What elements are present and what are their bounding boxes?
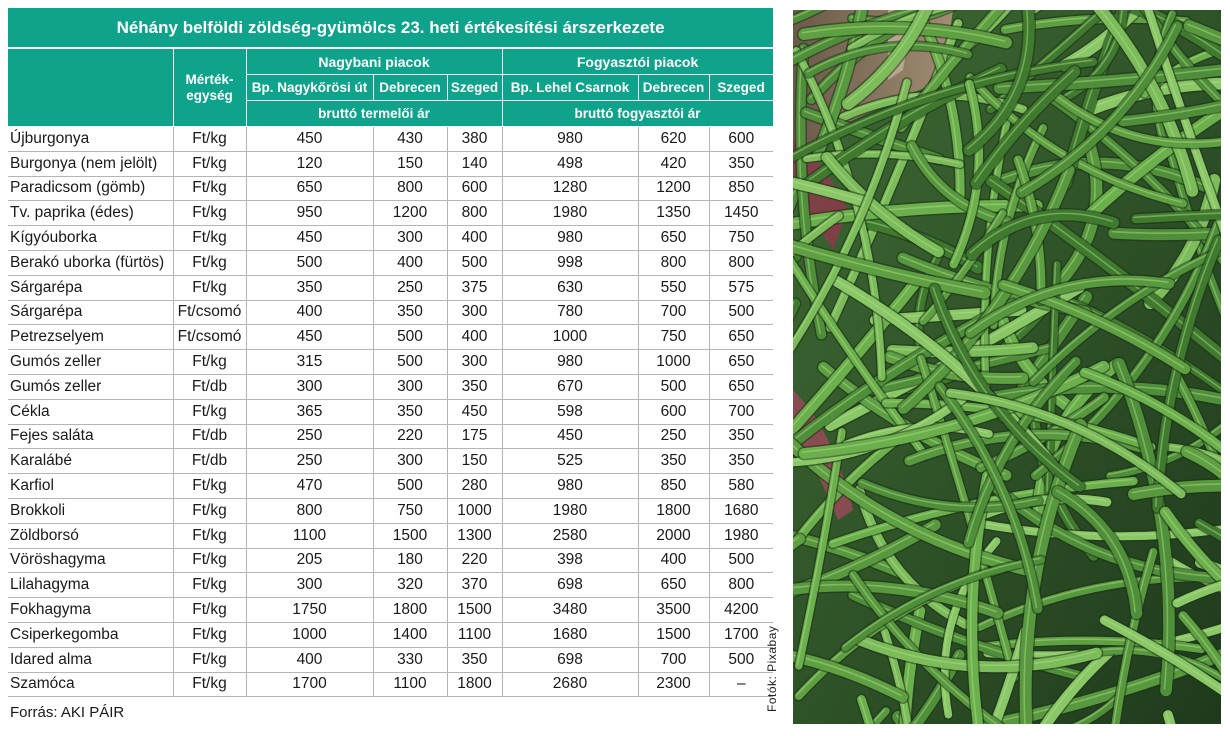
price-cell: 400 bbox=[373, 250, 447, 275]
price-cell: 1400 bbox=[373, 622, 447, 647]
market-header-szeged-wholesale: Szeged bbox=[447, 75, 502, 101]
price-table-body bbox=[8, 127, 773, 697]
table-row bbox=[8, 399, 773, 424]
price-cell: 2000 bbox=[638, 523, 709, 548]
price-cell: 620 bbox=[638, 127, 709, 152]
price-cell: 980 bbox=[502, 474, 638, 499]
price-cell: 220 bbox=[447, 548, 502, 573]
price-table bbox=[8, 8, 774, 697]
price-cell: 350 bbox=[447, 374, 502, 399]
market-header-szeged-consumer: Szeged bbox=[709, 75, 773, 101]
price-cell: 330 bbox=[373, 647, 447, 672]
unit-cell: Ft/db bbox=[173, 374, 246, 399]
price-cell: 800 bbox=[246, 498, 373, 523]
unit-cell: Ft/kg bbox=[173, 474, 246, 499]
price-cell: 375 bbox=[447, 275, 502, 300]
price-cell: 250 bbox=[246, 449, 373, 474]
unit-cell: Ft/kg bbox=[173, 622, 246, 647]
price-cell: 3500 bbox=[638, 598, 709, 623]
photo-credit: Fotók: Pixabay bbox=[765, 625, 779, 712]
table-row bbox=[8, 300, 773, 325]
price-cell: 1100 bbox=[246, 523, 373, 548]
product-name: Szamóca bbox=[8, 672, 173, 697]
market-header-debrecen-wholesale: Debrecen bbox=[373, 75, 447, 101]
price-cell: 650 bbox=[709, 325, 773, 350]
price-cell: 575 bbox=[709, 275, 773, 300]
price-cell: 800 bbox=[447, 201, 502, 226]
price-cell: 320 bbox=[373, 573, 447, 598]
price-cell: 1800 bbox=[447, 672, 502, 697]
green-beans-photo bbox=[793, 10, 1221, 724]
product-name: Csiperkegomba bbox=[8, 622, 173, 647]
product-name: Idared alma bbox=[8, 647, 173, 672]
table-row bbox=[8, 424, 773, 449]
price-cell: 280 bbox=[447, 474, 502, 499]
table-row bbox=[8, 523, 773, 548]
unit-header-line1: Mérték- bbox=[185, 71, 234, 87]
table-row bbox=[8, 275, 773, 300]
unit-cell: Ft/csomó bbox=[173, 325, 246, 350]
table-row bbox=[8, 622, 773, 647]
unit-cell: Ft/kg bbox=[173, 350, 246, 375]
unit-header-line2: egység bbox=[186, 87, 233, 103]
price-cell: 1500 bbox=[638, 622, 709, 647]
price-cell: 350 bbox=[373, 300, 447, 325]
price-cell: 250 bbox=[246, 424, 373, 449]
price-cell: 750 bbox=[638, 325, 709, 350]
price-cell: 250 bbox=[373, 275, 447, 300]
price-cell: 800 bbox=[638, 250, 709, 275]
price-cell: 800 bbox=[373, 176, 447, 201]
price-cell: 250 bbox=[638, 424, 709, 449]
unit-cell: Ft/kg bbox=[173, 399, 246, 424]
price-cell: 220 bbox=[373, 424, 447, 449]
unit-cell: Ft/kg bbox=[173, 176, 246, 201]
product-name: Tv. paprika (édes) bbox=[8, 201, 173, 226]
price-cell: 1750 bbox=[246, 598, 373, 623]
market-header-bp-lehel: Bp. Lehel Csarnok bbox=[502, 75, 638, 101]
unit-cell: Ft/kg bbox=[173, 275, 246, 300]
price-cell: 780 bbox=[502, 300, 638, 325]
price-cell: 450 bbox=[447, 399, 502, 424]
price-cell: 3480 bbox=[502, 598, 638, 623]
price-cell: 350 bbox=[709, 449, 773, 474]
table-row bbox=[8, 548, 773, 573]
table-row bbox=[8, 176, 773, 201]
table-row bbox=[8, 325, 773, 350]
price-cell: 350 bbox=[709, 424, 773, 449]
price-cell: 370 bbox=[447, 573, 502, 598]
price-cell: 180 bbox=[373, 548, 447, 573]
price-cell: 1700 bbox=[246, 672, 373, 697]
price-cell: 500 bbox=[709, 647, 773, 672]
price-cell: 1000 bbox=[246, 622, 373, 647]
price-cell: 300 bbox=[373, 226, 447, 251]
unit-cell: Ft/db bbox=[173, 449, 246, 474]
price-cell: 420 bbox=[638, 151, 709, 176]
price-cell: 800 bbox=[709, 573, 773, 598]
price-cell: 350 bbox=[709, 151, 773, 176]
product-name: Fokhagyma bbox=[8, 598, 173, 623]
price-cell: 998 bbox=[502, 250, 638, 275]
price-cell: – bbox=[709, 672, 773, 697]
unit-cell: Ft/kg bbox=[173, 573, 246, 598]
price-cell: 1200 bbox=[638, 176, 709, 201]
price-cell: 400 bbox=[246, 300, 373, 325]
source-note: Forrás: AKI PÁIR bbox=[10, 704, 125, 721]
price-cell: 1700 bbox=[709, 622, 773, 647]
table-row bbox=[8, 647, 773, 672]
price-cell: 350 bbox=[447, 647, 502, 672]
unit-cell: Ft/kg bbox=[173, 548, 246, 573]
table-row bbox=[8, 350, 773, 375]
product-name: Vöröshagyma bbox=[8, 548, 173, 573]
price-cell: 1200 bbox=[373, 201, 447, 226]
price-cell: 498 bbox=[502, 151, 638, 176]
price-cell: 550 bbox=[638, 275, 709, 300]
product-header-blank bbox=[8, 48, 173, 127]
unit-cell: Ft/kg bbox=[173, 598, 246, 623]
price-cell: 1100 bbox=[373, 672, 447, 697]
product-name: Burgonya (nem jelölt) bbox=[8, 151, 173, 176]
price-cell: 2680 bbox=[502, 672, 638, 697]
price-cell: 400 bbox=[638, 548, 709, 573]
price-cell: 750 bbox=[709, 226, 773, 251]
price-cell: 500 bbox=[709, 300, 773, 325]
price-table-panel bbox=[8, 8, 773, 697]
price-cell: 398 bbox=[502, 548, 638, 573]
price-cell: 700 bbox=[709, 399, 773, 424]
product-name: Berakó uborka (fürtös) bbox=[8, 250, 173, 275]
price-cell: 300 bbox=[447, 350, 502, 375]
price-cell: 4200 bbox=[709, 598, 773, 623]
product-name: Cékla bbox=[8, 399, 173, 424]
consumer-group-header: Fogyasztói piacok bbox=[502, 48, 773, 75]
unit-cell: Ft/kg bbox=[173, 647, 246, 672]
unit-cell: Ft/db bbox=[173, 424, 246, 449]
price-cell: 700 bbox=[638, 647, 709, 672]
unit-cell: Ft/kg bbox=[173, 672, 246, 697]
product-name: Brokkoli bbox=[8, 498, 173, 523]
price-cell: 1680 bbox=[502, 622, 638, 647]
product-name: Gumós zeller bbox=[8, 350, 173, 375]
price-cell: 500 bbox=[246, 250, 373, 275]
price-cell: 1000 bbox=[502, 325, 638, 350]
price-cell: 300 bbox=[373, 449, 447, 474]
unit-cell: Ft/kg bbox=[173, 523, 246, 548]
wholesale-group-header: Nagybani piacok bbox=[246, 48, 502, 75]
price-cell: 120 bbox=[246, 151, 373, 176]
table-row bbox=[8, 250, 773, 275]
price-cell: 630 bbox=[502, 275, 638, 300]
green-beans-illustration bbox=[793, 10, 1221, 724]
table-row bbox=[8, 151, 773, 176]
price-cell: 980 bbox=[502, 226, 638, 251]
price-cell: 980 bbox=[502, 350, 638, 375]
price-cell: 600 bbox=[709, 127, 773, 152]
price-cell: 698 bbox=[502, 573, 638, 598]
price-cell: 980 bbox=[502, 127, 638, 152]
price-cell: 800 bbox=[709, 250, 773, 275]
price-cell: 300 bbox=[373, 374, 447, 399]
market-header-bp-nagykorosi: Bp. Nagykőrösi út bbox=[246, 75, 373, 101]
price-cell: 600 bbox=[638, 399, 709, 424]
price-cell: 598 bbox=[502, 399, 638, 424]
price-cell: 400 bbox=[447, 325, 502, 350]
price-cell: 850 bbox=[709, 176, 773, 201]
unit-cell: Ft/kg bbox=[173, 201, 246, 226]
price-cell: 1980 bbox=[709, 523, 773, 548]
unit-cell: Ft/kg bbox=[173, 498, 246, 523]
price-cell: 450 bbox=[246, 127, 373, 152]
price-cell: 1000 bbox=[638, 350, 709, 375]
product-name: Karalábé bbox=[8, 449, 173, 474]
price-cell: 140 bbox=[447, 151, 502, 176]
price-cell: 1800 bbox=[638, 498, 709, 523]
table-title: Néhány belföldi zöldség-gyümölcs 23. heti értékesítési árszerkezete bbox=[8, 8, 773, 48]
price-cell: 1800 bbox=[373, 598, 447, 623]
price-cell: 500 bbox=[638, 374, 709, 399]
price-cell: 430 bbox=[373, 127, 447, 152]
price-cell: 150 bbox=[447, 449, 502, 474]
product-name: Karfiol bbox=[8, 474, 173, 499]
unit-header bbox=[173, 48, 246, 127]
table-row bbox=[8, 672, 773, 697]
table-row bbox=[8, 226, 773, 251]
price-cell: 1000 bbox=[447, 498, 502, 523]
price-cell: 500 bbox=[373, 350, 447, 375]
price-cell: 750 bbox=[373, 498, 447, 523]
product-name: Fejes saláta bbox=[8, 424, 173, 449]
price-cell: 1980 bbox=[502, 498, 638, 523]
unit-cell: Ft/csomó bbox=[173, 300, 246, 325]
product-name: Petrezselyem bbox=[8, 325, 173, 350]
price-cell: 300 bbox=[246, 374, 373, 399]
price-cell: 580 bbox=[709, 474, 773, 499]
price-cell: 2580 bbox=[502, 523, 638, 548]
price-cell: 300 bbox=[246, 573, 373, 598]
consumer-price-type: bruttó fogyasztói ár bbox=[502, 101, 773, 127]
unit-cell: Ft/kg bbox=[173, 127, 246, 152]
table-row bbox=[8, 474, 773, 499]
table-row bbox=[8, 201, 773, 226]
price-cell: 1450 bbox=[709, 201, 773, 226]
price-cell: 1500 bbox=[447, 598, 502, 623]
product-name: Gumós zeller bbox=[8, 374, 173, 399]
price-cell: 650 bbox=[638, 573, 709, 598]
price-cell: 175 bbox=[447, 424, 502, 449]
price-cell: 670 bbox=[502, 374, 638, 399]
price-cell: 500 bbox=[709, 548, 773, 573]
price-cell: 350 bbox=[373, 399, 447, 424]
product-name: Lilahagyma bbox=[8, 573, 173, 598]
price-cell: 315 bbox=[246, 350, 373, 375]
price-cell: 1500 bbox=[373, 523, 447, 548]
price-cell: 1680 bbox=[709, 498, 773, 523]
product-name: Paradicsom (gömb) bbox=[8, 176, 173, 201]
price-cell: 2300 bbox=[638, 672, 709, 697]
price-cell: 350 bbox=[638, 449, 709, 474]
price-cell: 1300 bbox=[447, 523, 502, 548]
price-cell: 700 bbox=[638, 300, 709, 325]
price-cell: 600 bbox=[447, 176, 502, 201]
product-name: Kígyóuborka bbox=[8, 226, 173, 251]
product-name: Sárgarépa bbox=[8, 275, 173, 300]
price-cell: 650 bbox=[709, 350, 773, 375]
table-row bbox=[8, 598, 773, 623]
price-cell: 950 bbox=[246, 201, 373, 226]
price-cell: 500 bbox=[447, 250, 502, 275]
price-cell: 698 bbox=[502, 647, 638, 672]
unit-cell: Ft/kg bbox=[173, 250, 246, 275]
price-cell: 350 bbox=[246, 275, 373, 300]
price-cell: 450 bbox=[246, 325, 373, 350]
unit-cell: Ft/kg bbox=[173, 151, 246, 176]
price-cell: 300 bbox=[447, 300, 502, 325]
price-cell: 650 bbox=[709, 374, 773, 399]
table-row bbox=[8, 573, 773, 598]
price-cell: 1980 bbox=[502, 201, 638, 226]
wholesale-price-type: bruttó termelői ár bbox=[246, 101, 502, 127]
table-row bbox=[8, 449, 773, 474]
price-cell: 500 bbox=[373, 474, 447, 499]
market-header-debrecen-consumer: Debrecen bbox=[638, 75, 709, 101]
price-cell: 380 bbox=[447, 127, 502, 152]
price-cell: 850 bbox=[638, 474, 709, 499]
price-cell: 525 bbox=[502, 449, 638, 474]
product-name: Újburgonya bbox=[8, 127, 173, 152]
price-cell: 400 bbox=[246, 647, 373, 672]
price-cell: 205 bbox=[246, 548, 373, 573]
price-cell: 470 bbox=[246, 474, 373, 499]
price-cell: 1100 bbox=[447, 622, 502, 647]
price-cell: 1280 bbox=[502, 176, 638, 201]
price-cell: 450 bbox=[246, 226, 373, 251]
price-cell: 365 bbox=[246, 399, 373, 424]
product-name: Zöldborsó bbox=[8, 523, 173, 548]
product-name: Sárgarépa bbox=[8, 300, 173, 325]
table-row bbox=[8, 127, 773, 152]
price-cell: 500 bbox=[373, 325, 447, 350]
price-cell: 1350 bbox=[638, 201, 709, 226]
price-cell: 650 bbox=[246, 176, 373, 201]
table-row bbox=[8, 498, 773, 523]
unit-cell: Ft/kg bbox=[173, 226, 246, 251]
price-cell: 450 bbox=[502, 424, 638, 449]
table-row bbox=[8, 374, 773, 399]
price-cell: 650 bbox=[638, 226, 709, 251]
price-cell: 400 bbox=[447, 226, 502, 251]
price-cell: 150 bbox=[373, 151, 447, 176]
